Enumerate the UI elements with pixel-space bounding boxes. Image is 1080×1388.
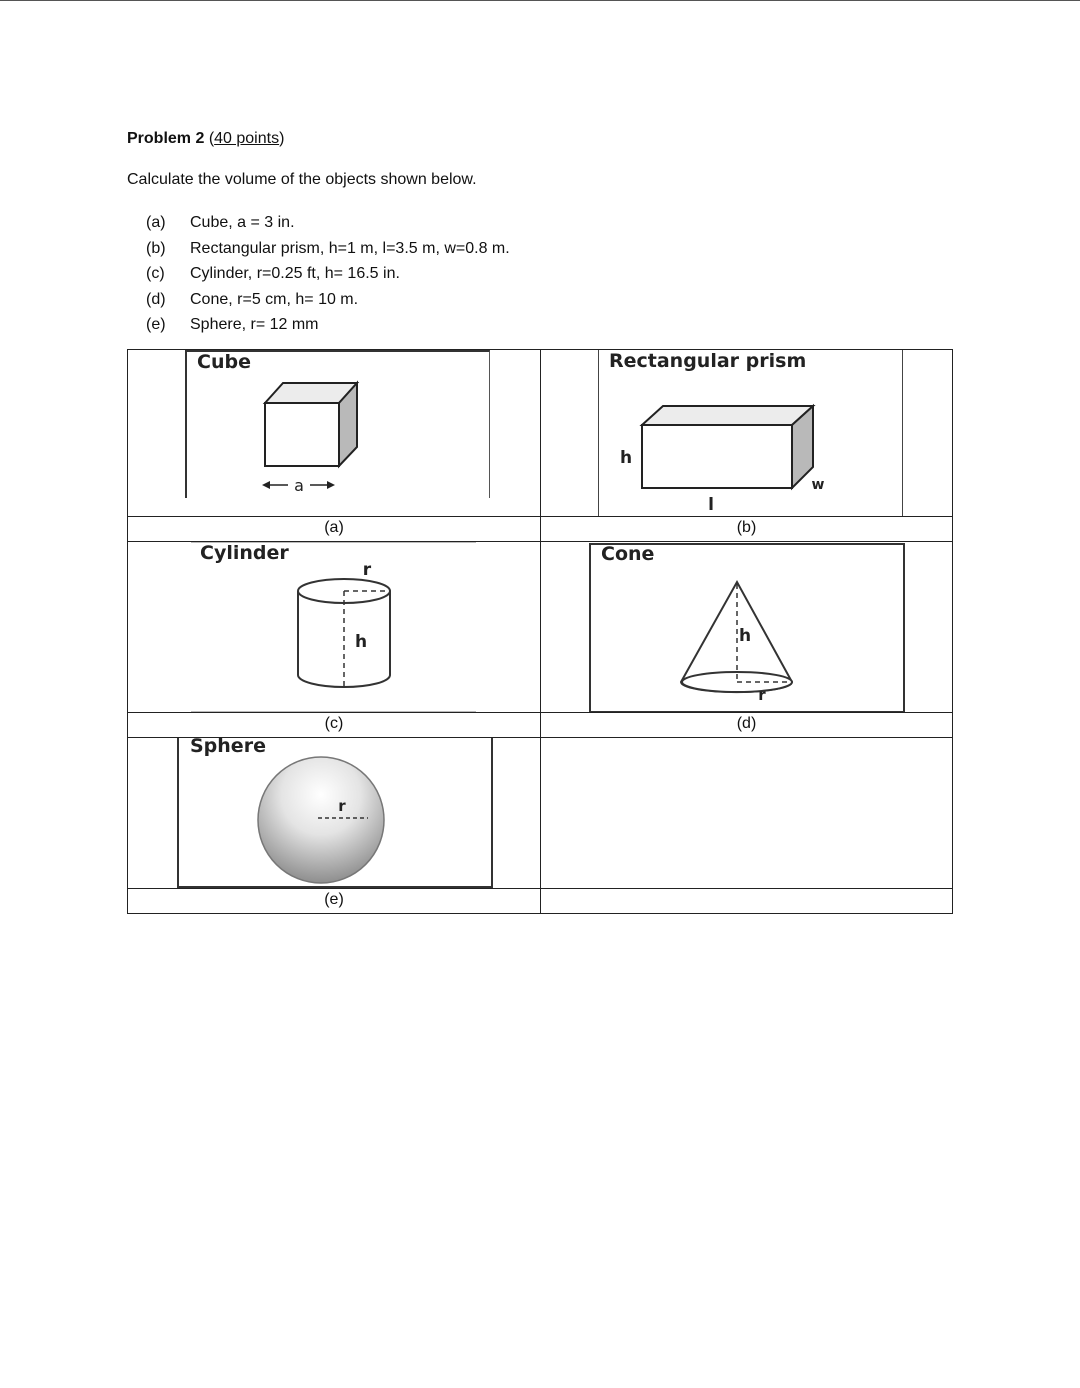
- cone-cell: [540, 541, 953, 713]
- cube-title: Cube: [197, 351, 251, 373]
- cone-dim-r: r: [758, 686, 766, 704]
- cone-dim-h: h: [738, 626, 752, 646]
- list-item: [146, 287, 510, 313]
- caption-d: (d): [540, 712, 953, 738]
- prism-front-face: [642, 425, 792, 488]
- cube-diagram: [128, 350, 542, 518]
- cylinder-dim-r: r: [362, 560, 372, 580]
- problem-items-list: [146, 210, 510, 338]
- problem-instruction: Calculate the volume of the objects shown below.: [127, 171, 477, 188]
- caption-a: (a): [127, 516, 541, 542]
- cone-diagram: [541, 542, 954, 714]
- cube-cell: [127, 349, 541, 517]
- caption-empty: [540, 888, 953, 914]
- cone-title: Cone: [601, 543, 655, 565]
- cylinder-diagram: [128, 542, 542, 714]
- list-item: [146, 261, 510, 287]
- sphere-title: Sphere: [190, 735, 266, 757]
- caption-c: (c): [127, 712, 541, 738]
- item-label: (e): [146, 316, 166, 333]
- item-text: Cone, r=5 cm, h= 10 m.: [190, 290, 359, 308]
- cylinder-dim-h: h: [354, 632, 368, 652]
- empty-cell: [540, 737, 953, 889]
- item-text: Cube, a = 3 in.: [190, 214, 295, 231]
- problem-label: Problem 2: [127, 130, 205, 147]
- item-text: Cylinder, r=0.25 ft, h= 16.5 in.: [190, 265, 400, 282]
- list-item: [146, 210, 510, 236]
- cube-dim-a: a: [294, 476, 304, 495]
- caption-e: (e): [127, 888, 541, 914]
- list-item: [146, 236, 510, 262]
- item-text: Rectangular prism, h=1 m, l=3.5 m, w=0.8 m.: [190, 239, 510, 257]
- prism-diagram: [541, 350, 954, 518]
- page-top-rule: [0, 0, 1080, 1]
- cube-front-face: [265, 403, 339, 466]
- cube-arrow-left: [262, 481, 270, 489]
- prism-top-face: [642, 406, 813, 425]
- problem-heading: [127, 130, 284, 148]
- list-item: [146, 312, 510, 338]
- cylinder-cell: [127, 541, 541, 713]
- sphere-cell: [127, 737, 541, 889]
- item-label: (b): [146, 239, 166, 257]
- item-label: (a): [146, 214, 166, 231]
- sphere-dim-r: r: [338, 797, 346, 815]
- prism-dim-w: w: [811, 477, 825, 493]
- item-text: Sphere, r= 12 mm: [190, 316, 319, 333]
- points-open: (: [208, 130, 215, 147]
- figure-table: [127, 349, 953, 914]
- sphere-diagram: [128, 738, 542, 890]
- item-label: (d): [146, 290, 166, 308]
- item-label: (c): [146, 265, 165, 282]
- sphere-body: [258, 757, 384, 883]
- cylinder-title: Cylinder: [200, 542, 289, 564]
- caption-b: (b): [540, 516, 953, 542]
- points-close: ): [279, 130, 285, 147]
- prism-title: Rectangular prism: [609, 350, 807, 372]
- prism-dim-h: h: [619, 448, 633, 468]
- problem-points: 40 points: [214, 130, 280, 147]
- cube-arrow-right: [327, 481, 335, 489]
- prism-dim-l: l: [708, 495, 714, 515]
- prism-cell: [540, 349, 953, 517]
